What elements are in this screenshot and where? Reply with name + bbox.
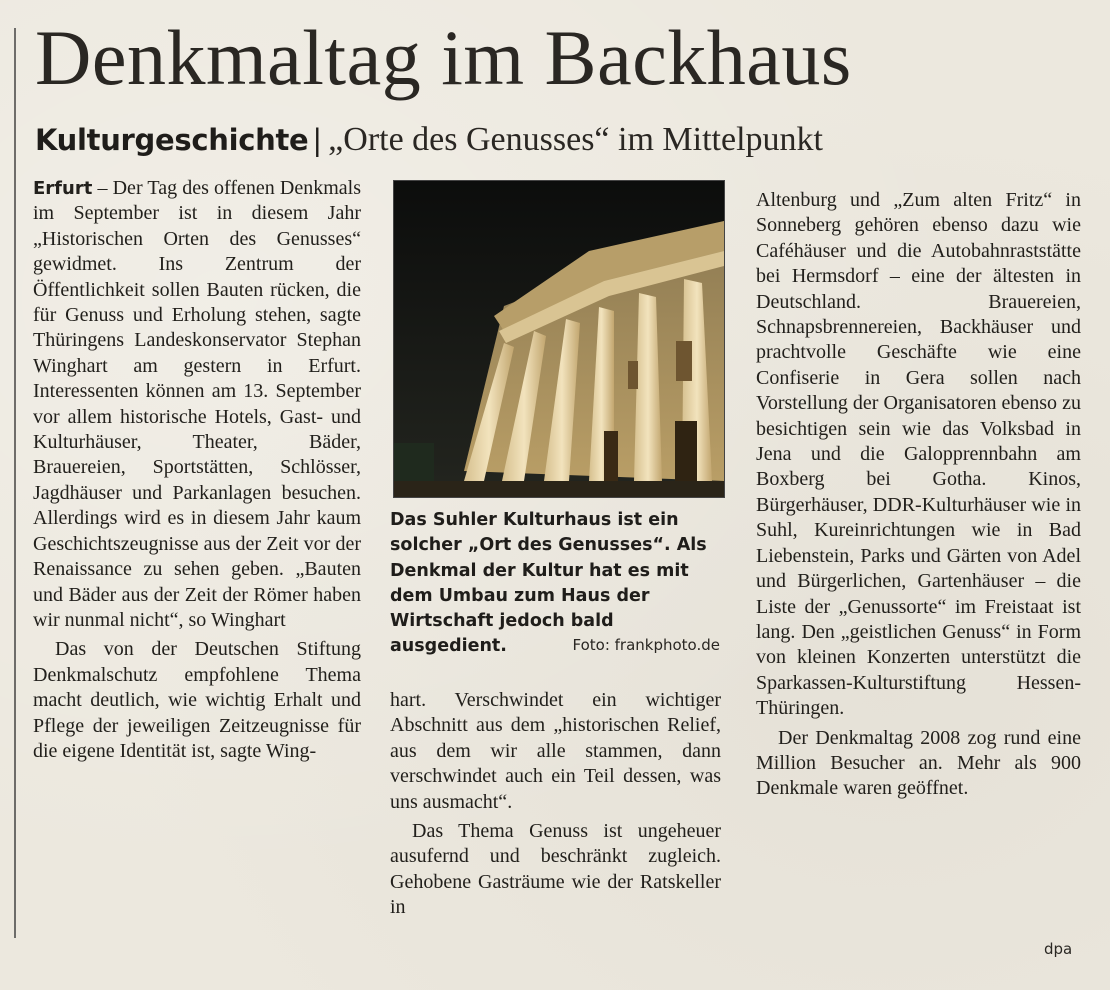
photo-credit: Foto: frankphoto.de [572,636,720,654]
subheadline-row [35,118,823,167]
headline: Denkmaltag im Backhaus [35,14,852,101]
dateline: Erfurt [33,178,93,199]
article-photo [393,180,725,498]
article-column-1 [33,176,361,764]
paragraph-text: – Der Tag des offenen Denkmals im September ist in diesem Jahr „Historischen Orten des Genusses“ gewidmet. Ins Zentrum der Öffentlichkeit sollen Bauten rücken, die für Genuss und Erholung stehen, sagte Thüringens Landeskonservator Stephan Winghart am gestern in Erfurt. Interessenten können am 13. September vor allem historische Hotels, Gast- und Kulturhäuser, Theater, Bäder, Brauereien, Sportstätten, Schlösser, Jagdhäuser und Parkanlagen besuchen. Allerdings wird es in diesem Jahr kaum Geschichtszeugnisse aus der Zeit vor der Renaissance zu sehen geben. „Bauten und Bäder aus der Zeit der Römer haben wir nunmal nicht“, so Winghart [33,177,361,631]
subheadline: „Orte des Genusses“ im Mittelpunkt [328,121,823,158]
photo-caption: Das Suhler Kulturhaus ist ein solcher „Ort des Genusses“. Als Denkmal der Kultur hat es mit dem Umbau zum Haus der Wirtschaft jedoch bald ausgedient. [390,510,707,657]
kulturhaus-photo-illustration [394,181,724,497]
paragraph: Altenburg und „Zum alten Fritz“ in Sonneberg gehören ebenso dazu wie Caféhäuser und die Autobahnraststätte bei Hermsdorf – eine der ältesten in Deutschland. Brauereien, Schnapsbrennereien, Backhäuser und prachtvolle Geschäfte wie eine Confiserie in Gera sollen nach Vorstellung der Organisatoren ebenso zu besichtigen sein wie das Volksbad in Jena und die Galopprennbahn am Boxberg bei Gotha. Kinos, Bürgerhäuser, DDR-Kulturhäuser wie in Suhl, Kureinrichtungen wie in Bad Liebenstein, Parks und Gärten von Adel und Bürgerlichen, Gartenhäuser – die Liste der „Genussorte“ im Freistaat ist lang. Den „geistlichen Genuss“ in Form von kleinen Konzerten unterstützt die Sparkassen-Kulturstiftung Hessen-Thüringen. [756,189,1081,720]
paragraph: hart. Verschwindet ein wichtiger Abschnitt aus dem „historischen Relief, aus dem wir alle stammen, dann verschwindet auch ein Teil dessen, was uns ausmacht“. [390,689,721,813]
paragraph: Das von der Deutschen Stiftung Denkmalschutz empfohlene Thema macht deutlich, wie wichtig Erhalt und Pflege der jeweiligen Zeitzeugnisse für die eigene Identität ist, sagte Wing- [33,638,361,762]
kicker-separator: | [312,123,323,157]
kicker: Kulturgeschichte [35,123,309,157]
article-column-3 [756,188,1081,802]
paragraph: Der Denkmaltag 2008 zog rund eine Million Besucher an. Mehr als 900 Denkmale waren geöffnet. [756,726,1081,800]
column-rule [14,28,16,938]
paragraph [33,176,361,633]
agency-tag: dpa [1044,940,1073,958]
paragraph: Das Thema Genuss ist ungeheuer ausufernd und beschränkt zugleich. Gehobene Gasträume wie der Ratskeller in [390,820,721,919]
article-column-2 [390,688,721,921]
